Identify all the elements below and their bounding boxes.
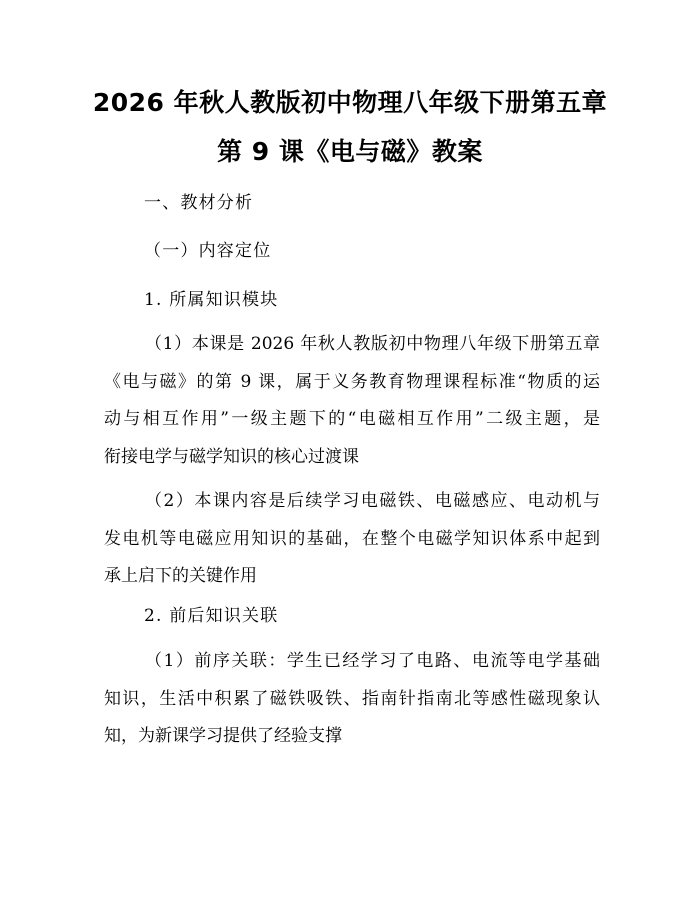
paragraph-line: （1）前序关联：学生已经学习了电路、电流等电学基础: [145, 651, 600, 671]
paragraph-line: 《电与磁》的第 9 课，属于义务教育物理课程标准“物质的运: [104, 371, 600, 392]
item-heading-2: 2. 前后知识关联: [144, 606, 279, 626]
paragraph-1: [104, 326, 600, 476]
section-heading: 一、教材分析: [144, 193, 254, 213]
paragraph-line: 承上启下的关键作用: [104, 566, 257, 586]
document-title-line-1: 2026 年秋人教版初中物理八年级下册第五章: [92, 88, 608, 117]
paragraph-3: [104, 643, 600, 756]
paragraph-line: 发电机等电磁应用知识的基础，在整个电磁学知识体系中起到: [104, 528, 600, 549]
paragraph-line: 动与相互作用”一级主题下的“电磁相互作用”二级主题，是: [104, 409, 600, 429]
subsection-heading: （一）内容定位: [144, 241, 272, 261]
paragraph-line: 知，为新课学习提供了经验支撑: [104, 726, 342, 746]
document-title-line-2: 第 9 课《电与磁》教案: [217, 137, 483, 166]
paragraph-line: （1）本课是 2026 年秋人教版初中物理八年级下册第五章: [145, 334, 600, 354]
paragraph-line: 知识，生活中积累了磁铁吸铁、指南针指南北等感性磁现象认: [104, 688, 600, 709]
paragraph-2: [104, 483, 600, 596]
paragraph-line: （2）本课内容是后续学习电磁铁、电磁感应、电动机与: [145, 491, 600, 511]
item-heading-1: 1. 所属知识模块: [144, 290, 279, 310]
paragraph-line: 衔接电学与磁学知识的核心过渡课: [104, 446, 359, 467]
